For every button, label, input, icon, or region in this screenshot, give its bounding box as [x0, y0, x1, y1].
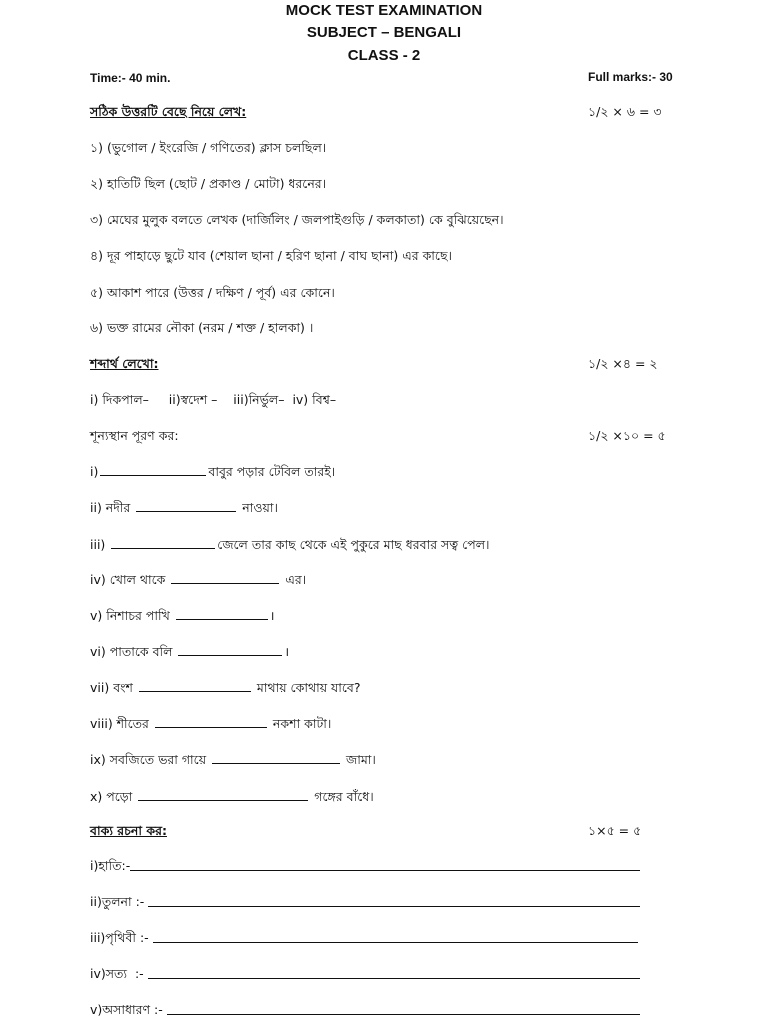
answer-blank[interactable] — [171, 571, 279, 584]
fill-item-suffix: । — [269, 608, 275, 623]
fill-item — [90, 607, 690, 628]
answer-line[interactable] — [153, 930, 638, 943]
fill-item-suffix: নকশা কাটা। — [272, 716, 332, 731]
sentence-word: iv)সত্য :- — [90, 966, 144, 981]
mcq-item: ২) হাতিটি ছিল (ছোট / প্রকাণ্ড / মোটা) ধরনের। — [90, 176, 327, 191]
answer-line[interactable] — [148, 894, 640, 907]
answer-line[interactable] — [167, 1002, 640, 1015]
fill-item-suffix: জামা। — [346, 752, 376, 767]
sentence-word: ii)তুলনা :- — [90, 894, 145, 909]
section4-heading-row — [90, 823, 690, 843]
fill-item — [90, 788, 690, 809]
fill-item-prefix: vi) পাতাকে বলি — [90, 644, 173, 659]
sentence-item — [90, 930, 638, 950]
sentence-item — [90, 1002, 640, 1022]
answer-blank[interactable] — [178, 643, 282, 656]
answer-blank[interactable] — [100, 463, 206, 476]
answer-blank[interactable] — [139, 679, 251, 692]
sentence-item — [90, 858, 640, 878]
fill-item — [90, 571, 690, 592]
fill-item-prefix: v) নিশাচর পাখি — [90, 608, 170, 623]
full-marks: Full marks:- 30 — [588, 70, 673, 84]
fill-item-prefix: viii) শীতের — [90, 716, 149, 731]
section1-marks: ১/২ × ৬ = ৩ — [588, 104, 662, 119]
fill-item-suffix: । — [284, 644, 290, 659]
section2-heading-row — [90, 356, 690, 376]
section3-heading: শূন্যস্থান পূরণ কর: — [90, 428, 179, 443]
fill-item-suffix: নাওয়া। — [242, 500, 278, 515]
fill-item-prefix: ii) নদীর — [90, 500, 131, 515]
answer-line[interactable] — [148, 966, 640, 979]
fill-item — [90, 499, 690, 520]
answer-blank[interactable] — [138, 788, 308, 801]
fill-item — [90, 715, 690, 736]
fill-item-prefix: iii) — [90, 537, 106, 552]
exam-subject: SUBJECT – BENGALI — [306, 24, 462, 41]
mcq-item: ৫) আকাশ পারে (উত্তর / দক্ষিণ / পূর্ব) এর কোনে। — [90, 285, 335, 300]
time-marks-row — [90, 70, 690, 85]
fill-item-suffix: বাবুর পড়ার টেবিল তারই। — [208, 464, 336, 479]
answer-line[interactable] — [130, 858, 640, 871]
exam-class: CLASS - 2 — [347, 47, 421, 64]
section1-heading: সঠিক উত্তরটি বেছে নিয়ে লেখ: — [90, 104, 247, 119]
mcq-item: ১) (ভুগোল / ইংরেজি / গণিতের) ক্লাস চলছিল। — [90, 140, 327, 155]
fill-item-prefix: vii) বংশ — [90, 680, 133, 695]
fill-item-prefix: ix) সবজিতে ভরা গায়ে — [90, 752, 207, 767]
section4-marks: ১×৫ = ৫ — [588, 823, 642, 838]
answer-blank[interactable] — [111, 536, 215, 549]
answer-blank[interactable] — [136, 499, 236, 512]
section3-marks: ১/২ ×১০ = ৫ — [588, 428, 666, 443]
section3-heading-row — [90, 428, 690, 448]
sentence-word: v)অসাধারণ :- — [90, 1002, 163, 1017]
section4-heading: বাক্য রচনা কর: — [90, 823, 167, 838]
section1-heading-row — [90, 104, 690, 124]
fill-item-prefix: i) — [90, 464, 99, 479]
fill-item-prefix: x) পড়ো — [90, 789, 133, 804]
section2-heading: শব্দার্থ লেখো: — [90, 356, 159, 371]
sentence-word: iii)পৃথিবী :- — [90, 930, 149, 945]
answer-blank[interactable] — [212, 751, 340, 764]
fill-item-suffix: মাথায় কোথায় যাবে? — [256, 680, 361, 695]
mcq-item: ৬) ভক্ত রামের নৌকা (নরম / শক্ত / হালকা) । — [90, 320, 314, 335]
answer-blank[interactable] — [155, 715, 267, 728]
fill-item — [90, 751, 690, 772]
sentence-item — [90, 894, 640, 914]
fill-item-suffix: এর। — [285, 572, 307, 587]
answer-blank[interactable] — [176, 607, 268, 620]
fill-item — [90, 643, 690, 664]
fill-item — [90, 679, 690, 700]
mcq-item: ৪) দূর পাহাড়ে ছুটে যাব (শেয়াল ছানা / হরিণ ছানা / বাঘ ছানা) এর কাছে। — [90, 248, 453, 263]
sentence-item — [90, 966, 640, 986]
fill-item-prefix: iv) খোল থাকে — [90, 572, 166, 587]
time-limit: Time:- 40 min. — [90, 71, 171, 85]
sentence-word: i)হাতি:- — [90, 858, 131, 873]
word-meaning-line: i) দিকপাল– ii)স্বদেশ – iii)নির্ভুল– iv) বিশ্ব– — [90, 392, 337, 407]
exam-title: MOCK TEST EXAMINATION — [285, 2, 483, 19]
section2-marks: ১/২ ×৪ = ২ — [588, 356, 658, 371]
fill-item — [90, 536, 690, 557]
fill-item-suffix: গঙ্গের বাঁধে। — [314, 789, 374, 804]
mcq-item: ৩) মেঘের মুলুক বলতে লেখক (দার্জিলিং / জলপাইগুড়ি / কলকাতা) কে বুঝিয়েছেন। — [90, 212, 504, 227]
fill-item-suffix: জেলে তার কাছ থেকে এই পুকুরে মাছ ধরবার সত্ব পেল। — [217, 537, 490, 552]
fill-item — [90, 463, 690, 484]
